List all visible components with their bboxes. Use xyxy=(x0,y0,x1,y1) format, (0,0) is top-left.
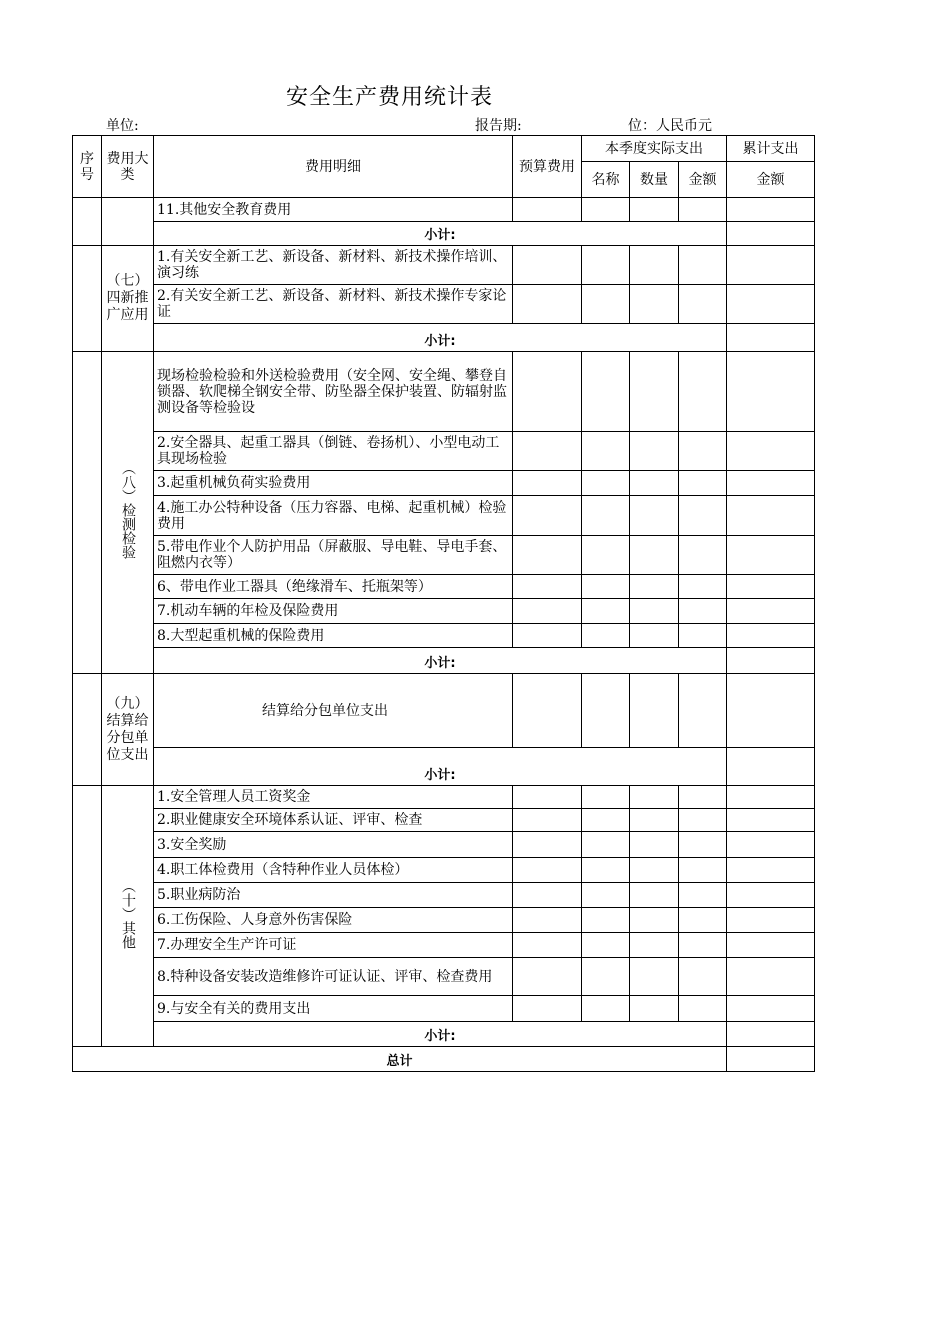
detail-cell: 7.机动车辆的年检及保险费用 xyxy=(154,599,513,624)
header-detail: 费用明细 xyxy=(154,136,513,198)
table-row xyxy=(73,883,815,908)
header-amount-cumulative: 金额 xyxy=(727,162,815,198)
detail-cell: 8.大型起重机械的保险费用 xyxy=(154,624,513,648)
total-label: 总计 xyxy=(73,1047,727,1072)
subtotal-row xyxy=(73,1022,815,1047)
table-row xyxy=(73,575,815,599)
detail-cell: 9.与安全有关的费用支出 xyxy=(154,996,513,1022)
table-row xyxy=(73,786,815,809)
subtotal-row xyxy=(73,324,815,352)
detail-cell: 2.有关安全新工艺、新设备、新材料、新技术操作专家论证 xyxy=(154,285,513,324)
seq-cell xyxy=(73,246,102,352)
detail-cell: 2.职业健康安全环境体系认证、评审、检查 xyxy=(154,809,513,832)
category-label: （十）其他 xyxy=(120,878,136,949)
table-row xyxy=(73,858,815,883)
detail-cell: 6、带电作业工器具（绝缘滑车、托瓶架等） xyxy=(154,575,513,599)
detail-cell: 结算给分包单位支出 xyxy=(154,674,513,748)
category-cell xyxy=(102,198,154,246)
table-row xyxy=(73,958,815,996)
detail-cell: 现场检验检验和外送检验费用（安全网、安全绳、攀登自锁器、软爬梯全钢安全带、防坠器全保护装置、防辐射监测设备等检验设 xyxy=(154,352,513,432)
header-budget: 预算费用 xyxy=(513,136,582,198)
detail-cell: 1.安全管理人员工资奖金 xyxy=(154,786,513,809)
table-row xyxy=(73,809,815,832)
unit-label: 单位: xyxy=(106,118,139,134)
detail-cell: 4.职工体检费用（含特种作业人员体检） xyxy=(154,858,513,883)
detail-cell: 3.安全奖励 xyxy=(154,832,513,858)
detail-cell: 2.安全器具、起重工器具（倒链、卷扬机）、小型电动工具现场检验 xyxy=(154,432,513,471)
detail-cell: 5.职业病防治 xyxy=(154,883,513,908)
subtotal-row xyxy=(73,748,815,786)
header-quarter: 本季度实际支出 xyxy=(582,136,727,162)
seq-cell xyxy=(73,198,102,246)
detail-cell: 3.起重机械负荷实验费用 xyxy=(154,471,513,496)
category-cell: （九）结算给分包单位支出 xyxy=(102,674,154,786)
table-row xyxy=(73,599,815,624)
header-row xyxy=(73,136,815,162)
table-row xyxy=(73,496,815,536)
period-label: 报告期: xyxy=(475,118,522,134)
header-amount: 金额 xyxy=(679,162,727,198)
subtotal-label: 小计: xyxy=(154,1022,727,1047)
category-cell xyxy=(102,786,154,1047)
subtotal-label: 小计: xyxy=(154,324,727,352)
detail-cell: 11.其他安全教育费用 xyxy=(154,198,513,222)
header-category: 费用大类 xyxy=(102,136,154,198)
category-label: （八）检测检验 xyxy=(120,461,136,559)
seq-cell xyxy=(73,352,102,674)
table-row xyxy=(73,832,815,858)
total-row xyxy=(73,1047,815,1072)
header-qty: 数量 xyxy=(630,162,679,198)
table-row xyxy=(73,285,815,324)
detail-cell: 1.有关安全新工艺、新设备、新材料、新技术操作培训、演习练 xyxy=(154,246,513,285)
header-name: 名称 xyxy=(582,162,630,198)
table-row xyxy=(73,471,815,496)
table-row xyxy=(73,536,815,575)
table-row xyxy=(73,198,815,222)
detail-cell: 8.特种设备安装改造维修许可证认证、评审、检查费用 xyxy=(154,958,513,996)
table-row xyxy=(73,933,815,958)
currency-label: 位：人民币元 xyxy=(628,118,712,134)
page-title: 安全生产费用统计表 xyxy=(286,85,494,110)
table-row xyxy=(73,352,815,432)
category-cell xyxy=(102,352,154,674)
header-seq: 序号 xyxy=(73,136,102,198)
subtotal-row xyxy=(73,648,815,674)
header-cumulative: 累计支出 xyxy=(727,136,815,162)
seq-cell xyxy=(73,786,102,1047)
subtotal-row xyxy=(73,222,815,246)
detail-cell: 4.施工办公特种设备（压力容器、电梯、起重机械）检验费用 xyxy=(154,496,513,536)
seq-cell xyxy=(73,674,102,786)
detail-cell: 7.办理安全生产许可证 xyxy=(154,933,513,958)
category-cell: （七）四新推广应用 xyxy=(102,246,154,352)
table-row xyxy=(73,624,815,648)
subtotal-label: 小计: xyxy=(154,748,727,786)
detail-cell: 6.工伤保险、人身意外伤害保险 xyxy=(154,908,513,933)
table-row xyxy=(73,674,815,748)
expense-table xyxy=(72,135,815,1072)
table-row xyxy=(73,432,815,471)
table-row xyxy=(73,246,815,285)
subtotal-label: 小计: xyxy=(154,648,727,674)
detail-cell: 5.带电作业个人防护用品（屏蔽服、导电鞋、导电手套、阻燃内衣等） xyxy=(154,536,513,575)
subtotal-label: 小计: xyxy=(154,222,727,246)
table-row xyxy=(73,908,815,933)
table-row xyxy=(73,996,815,1022)
